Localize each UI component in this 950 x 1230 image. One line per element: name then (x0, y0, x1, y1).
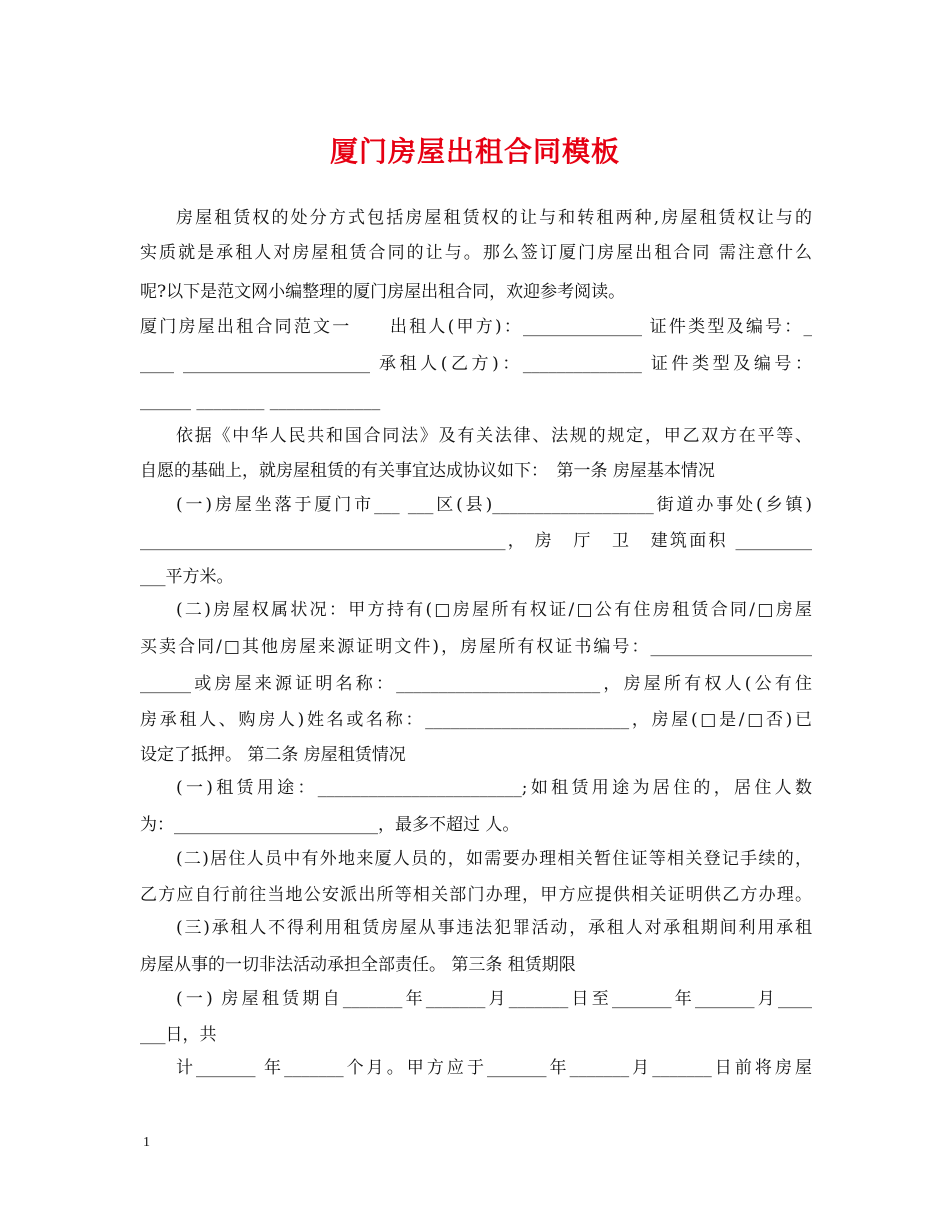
paragraph-line: (二)房屋权属状况：甲方持有(□房屋所有权证/□公有住房租赁合同/□房屋 (176, 600, 812, 620)
paragraph-line: 买卖合同/□其他房屋来源证明文件)，房屋所有权证书编号：___________________ (140, 637, 812, 657)
paragraph-line: (一)租赁用途：________________________;如租赁用途为居住的，居住人数 (176, 778, 812, 798)
paragraph-line: 乙方应自行前往当地公安派出所等相关部门办理，甲方应提供相关证明供乙方办理。 (140, 885, 812, 905)
paragraph-line: 房屋租赁权的处分方式包括房屋租赁权的让与和转租两种,房屋租赁权让与的 (176, 208, 812, 228)
paragraph-line: ___平方米。 (140, 567, 234, 587)
paragraph-line: 实质就是承租人对房屋租赁合同的让与。那么签订厦门房屋出租合同 需注意什么 (140, 243, 812, 263)
paragraph-line: 房屋从事的一切非法活动承担全部责任。 第三条 租赁期限 (140, 955, 576, 975)
paragraph-line: ______ ________ _____________ (140, 391, 381, 411)
paragraph-line: 房承租人、购房人)姓名或名称：________________________，房屋(□是/□否)已 (140, 710, 812, 730)
paragraph-line: 计_______ 年_______个月。甲方应于_______年_______月_______日前将房屋 (176, 1058, 812, 1078)
paragraph-line: 自愿的基础上，就房屋租赁的有关事宜达成协议如下： 第一条 房屋基本情况 (140, 461, 715, 481)
paragraph-line: ______或房屋来源证明名称：________________________，房屋所有权人(公有住 (140, 674, 812, 694)
paragraph-line: ___________________________________________， 房 厅 卫 建筑面积 _________ (140, 531, 812, 551)
paragraph-line: 依据《中华人民共和国合同法》及有关法律、法规的规定，甲乙双方在平等、 (176, 426, 812, 446)
document-title: 厦门房屋出租合同模板 (329, 135, 620, 168)
paragraph-line: 呢?以下是范文网小编整理的厦门房屋出租合同，欢迎参考阅读。 (140, 282, 626, 302)
paragraph-line: (三)承租人不得利用租赁房屋从事违法犯罪活动，承租人对承租期间利用承租 (176, 918, 812, 938)
paragraph-line: ___日，共 (140, 1025, 217, 1045)
paragraph-line: 厦门房屋出租合同范文一 出租人(甲方)：______________ 证件类型及编号：_ (140, 317, 812, 337)
paragraph-line: (一) 房屋租赁期自_______年_______月_______日至_______年_______月____ (176, 989, 812, 1009)
paragraph-line: 设定了抵押。 第二条 房屋租赁情况 (140, 745, 406, 765)
page-number: 1 (143, 1135, 150, 1150)
paragraph-line: 为：________________________，最多不超过 人。 (140, 815, 520, 835)
paragraph-line: ____ ______________________ 承租人(乙方)：______________ 证件类型及编号： (140, 354, 812, 374)
paragraph-line: (二)居住人员中有外地来厦人员的，如需要办理相关暂住证等相关登记手续的， (176, 849, 812, 869)
paragraph-line: (一)房屋坐落于厦门市___ ___区(县)___________________街道办事处(乡镇) (176, 495, 812, 515)
